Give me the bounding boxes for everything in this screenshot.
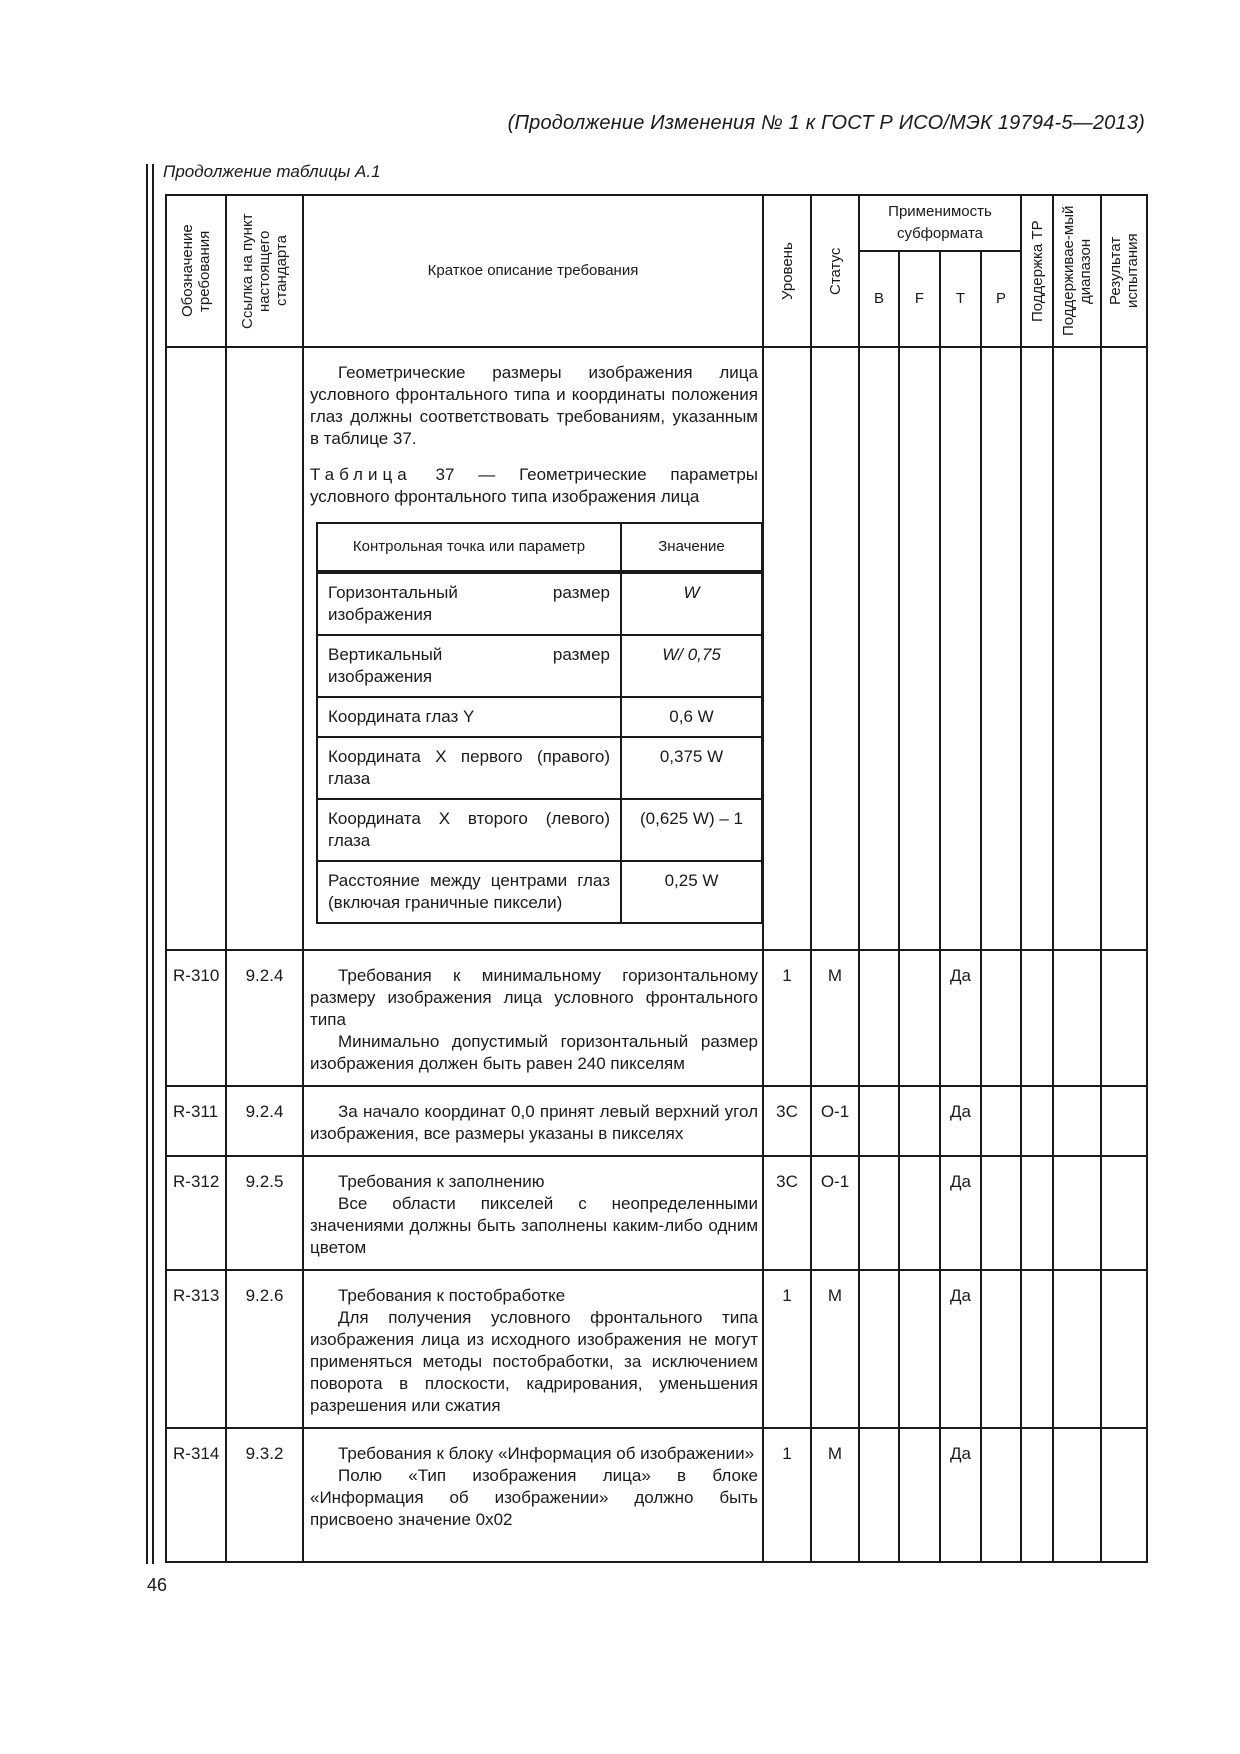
col-header-sub-f: F (899, 251, 940, 347)
geometry-parameters-table (316, 522, 763, 924)
table-row (166, 347, 1147, 950)
table-row (166, 1086, 1147, 1156)
col-header-sub-p: P (981, 251, 1021, 347)
cell-level: 1 (763, 1428, 811, 1562)
cell-sub-t: Да (940, 950, 981, 1086)
cell-status: M (811, 950, 859, 1086)
inner-header-param: Контрольная точка или параметр (317, 523, 621, 572)
cell-status: O-1 (811, 1086, 859, 1156)
inner-row: Координата X первого (правого) глаза 0,375 W (317, 737, 762, 799)
cell-ref: 9.3.2 (226, 1428, 303, 1562)
inner-header-value: Значение (621, 523, 762, 572)
cell-status: M (811, 1428, 859, 1562)
cell-code: R-312 (166, 1156, 226, 1270)
col-header-range: Поддерживае-мый диапазон (1053, 195, 1101, 347)
cell-sub-t: Да (940, 1086, 981, 1156)
cell-description: Требования к блоку «Информация об изображении» Полю «Тип изображения лица» в блоке «Информация об изображении» должно быть присвоено значение 0x02 (303, 1428, 763, 1562)
cell-code: R-310 (166, 950, 226, 1086)
inner-row: Горизонтальный размер изображения W (317, 572, 762, 635)
inner-row: Координата глаз Y 0,6 W (317, 697, 762, 737)
col-header-level: Уровень (763, 195, 811, 347)
requirements-table (165, 194, 1148, 1563)
cell-code: R-311 (166, 1086, 226, 1156)
cell-code (166, 347, 226, 950)
cell-ref: 9.2.4 (226, 1086, 303, 1156)
table-row (166, 1156, 1147, 1270)
col-header-status: Статус (811, 195, 859, 347)
col-header-sub-t: T (940, 251, 981, 347)
cell-code: R-314 (166, 1428, 226, 1562)
page-number: 46 (147, 1575, 168, 1595)
intro-paragraph: Геометрические размеры изображения лица условного фронтального типа и координаты положения глаз должны соответствовать требованиям, указанным в таблице 37. (310, 363, 758, 448)
cell-ref: 9.2.4 (226, 950, 303, 1086)
inner-row: Координата X второго (левого) глаза (0,625 W) – 1 (317, 799, 762, 861)
cell-status: O-1 (811, 1156, 859, 1270)
col-header-result: Результат испытания (1101, 195, 1147, 347)
table-row (166, 1428, 1147, 1562)
cell-level: 1 (763, 950, 811, 1086)
cell-level: 3C (763, 1086, 811, 1156)
margin-change-bar (146, 164, 148, 1564)
table-continuation-caption: Продолжение таблицы А.1 (163, 162, 381, 181)
nested-table-caption: Таблица 37 — Геометрические параметры условного фронтального типа изображения лица (310, 465, 758, 506)
cell-description: За начало координат 0,0 принят левый верхний угол изображения, все размеры указаны в пикселях (303, 1086, 763, 1156)
cell-description (303, 347, 763, 950)
margin-change-bar (152, 164, 154, 1564)
cell-sub-t: Да (940, 1156, 981, 1270)
inner-row: Вертикальный размер изображения W/ 0,75 (317, 635, 762, 697)
cell-sub-t: Да (940, 1428, 981, 1562)
col-header-ref: Ссылка на пункт настоящего стандарта (226, 195, 303, 347)
inner-row: Расстояние между центрами глаз (включая граничные пиксели) 0,25 W (317, 861, 762, 923)
col-header-sub-b: B (859, 251, 899, 347)
col-header-description: Краткое описание требования (303, 195, 763, 347)
cell-ref (226, 347, 303, 950)
cell-code: R-313 (166, 1270, 226, 1428)
col-header-applicability: Применимость субформата (859, 195, 1021, 251)
running-header: (Продолжение Изменения № 1 к ГОСТ Р ИСО/МЭК 19794-5—2013) (507, 112, 1145, 134)
col-header-code: Обозначение требования (166, 195, 226, 347)
table-row (166, 1270, 1147, 1428)
cell-ref: 9.2.5 (226, 1156, 303, 1270)
cell-description: Требования к постобработке Для получения условного фронтального типа изображения лица из исходного изображения не могут применяться методы постобработки, за исключением поворота в плоскости, кадрирования, уменьшения разрешения или сжатия (303, 1270, 763, 1428)
cell-description: Требования к минимальному горизонтальному размеру изображения лица условного фронтального типа Минимально допустимый горизонтальный размер изображения должен быть равен 240 пикселям (303, 950, 763, 1086)
cell-status: M (811, 1270, 859, 1428)
col-header-tp: Поддержка ТР (1021, 195, 1053, 347)
table-row (166, 950, 1147, 1086)
cell-sub-t: Да (940, 1270, 981, 1428)
cell-ref: 9.2.6 (226, 1270, 303, 1428)
cell-level: 3C (763, 1156, 811, 1270)
cell-description: Требования к заполнению Все области пикселей с неопределенными значениями должны быть заполнены каким-либо одним цветом (303, 1156, 763, 1270)
cell-level: 1 (763, 1270, 811, 1428)
